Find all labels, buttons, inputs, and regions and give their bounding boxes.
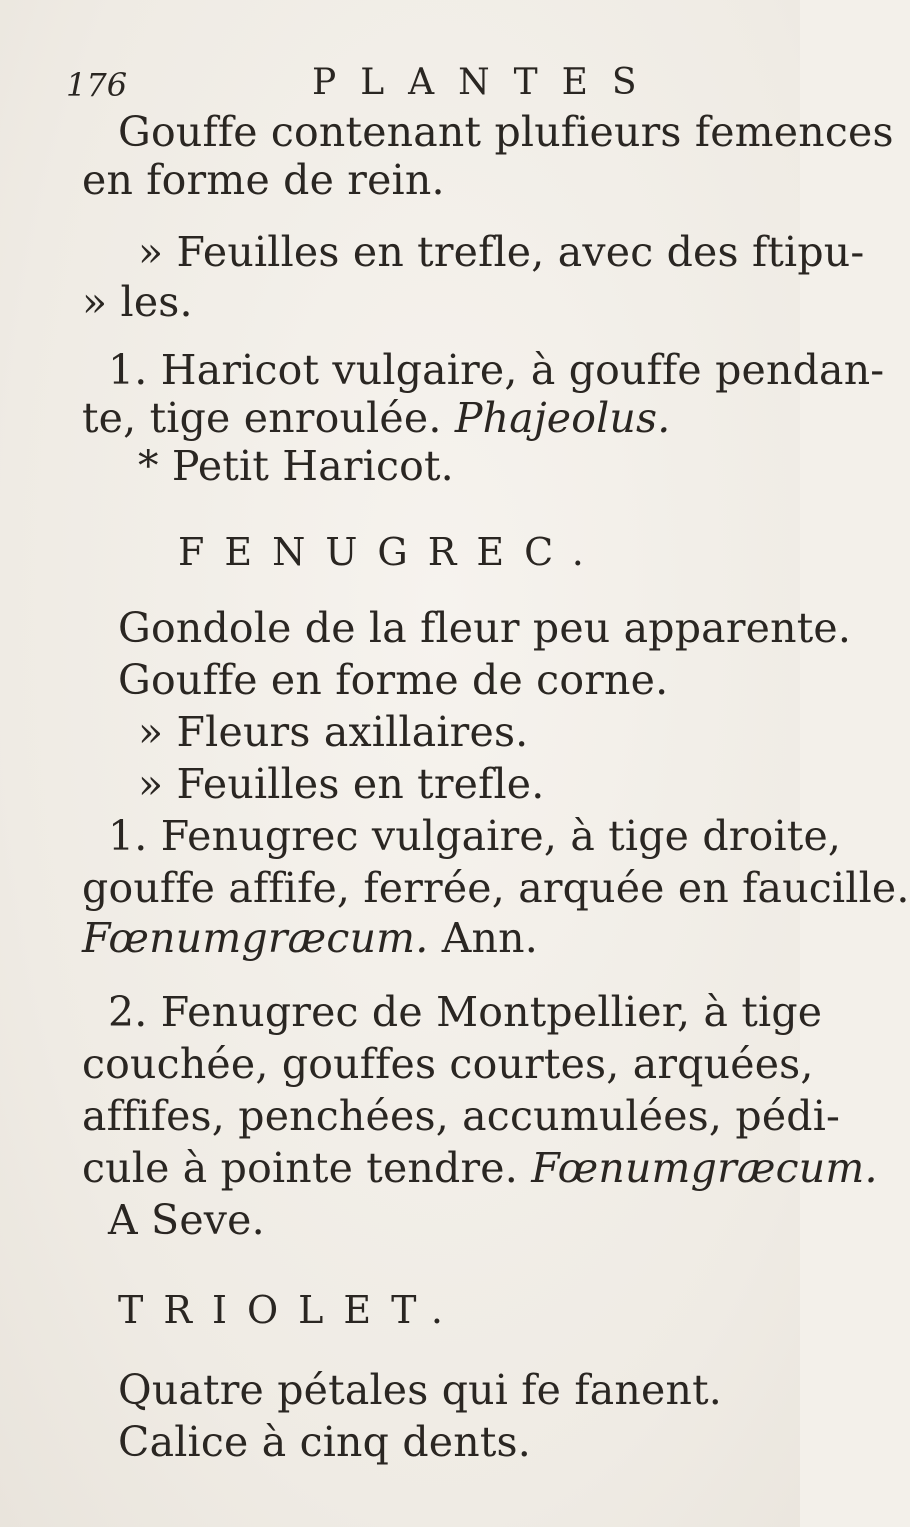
- latin-name: Phajeolus.: [454, 394, 671, 442]
- text-line: » les.: [82, 278, 193, 326]
- text-line: » Feuilles en trefle, avec des ftipu-: [138, 228, 865, 276]
- text-line: Gouffe en forme de corne.: [118, 656, 669, 704]
- latin-name: Fœnumgræcum.: [82, 914, 429, 962]
- text-fragment: te, tige enroulée.: [82, 394, 442, 442]
- section-heading: TRIOLET.: [118, 1288, 463, 1332]
- text-line: affifes, penchées, accumulées, pédi-: [82, 1092, 841, 1140]
- text-line: 1. Haricot vulgaire, à gouffe pendan-: [108, 346, 885, 394]
- text-fragment: cule à pointe tendre.: [82, 1144, 518, 1192]
- text-line: Gouffe contenant plufieurs femences: [118, 108, 894, 156]
- text-line: 2. Fenugrec de Montpellier, à tige: [108, 988, 823, 1036]
- text-line: [82, 394, 671, 442]
- text-line: Quatre pétales qui fe fanent.: [118, 1366, 722, 1414]
- page-number: 176: [66, 66, 128, 104]
- section-heading: FENUGREC.: [178, 530, 604, 574]
- text-line: » Feuilles en trefle.: [138, 760, 545, 808]
- text-line: A Seve.: [108, 1196, 265, 1244]
- text-line: * Petit Haricot.: [138, 442, 454, 490]
- running-title: PLANTES: [312, 62, 661, 103]
- latin-name: Fœnumgræcum.: [531, 1144, 878, 1192]
- text-line: en forme de rein.: [82, 156, 445, 204]
- text-line: [82, 914, 538, 962]
- text-line: couchée, gouffes courtes, arquées,: [82, 1040, 814, 1088]
- text-line: gouffe affife, ferrée, arquée en faucille.: [82, 864, 910, 912]
- text-line: [82, 1144, 878, 1192]
- text-fragment: Ann.: [441, 914, 538, 962]
- text-line: Gondole de la fleur peu apparente.: [118, 604, 852, 652]
- text-line: » Fleurs axillaires.: [138, 708, 529, 756]
- text-line: Calice à cinq dents.: [118, 1418, 531, 1466]
- text-line: 1. Fenugrec vulgaire, à tige droite,: [108, 812, 842, 860]
